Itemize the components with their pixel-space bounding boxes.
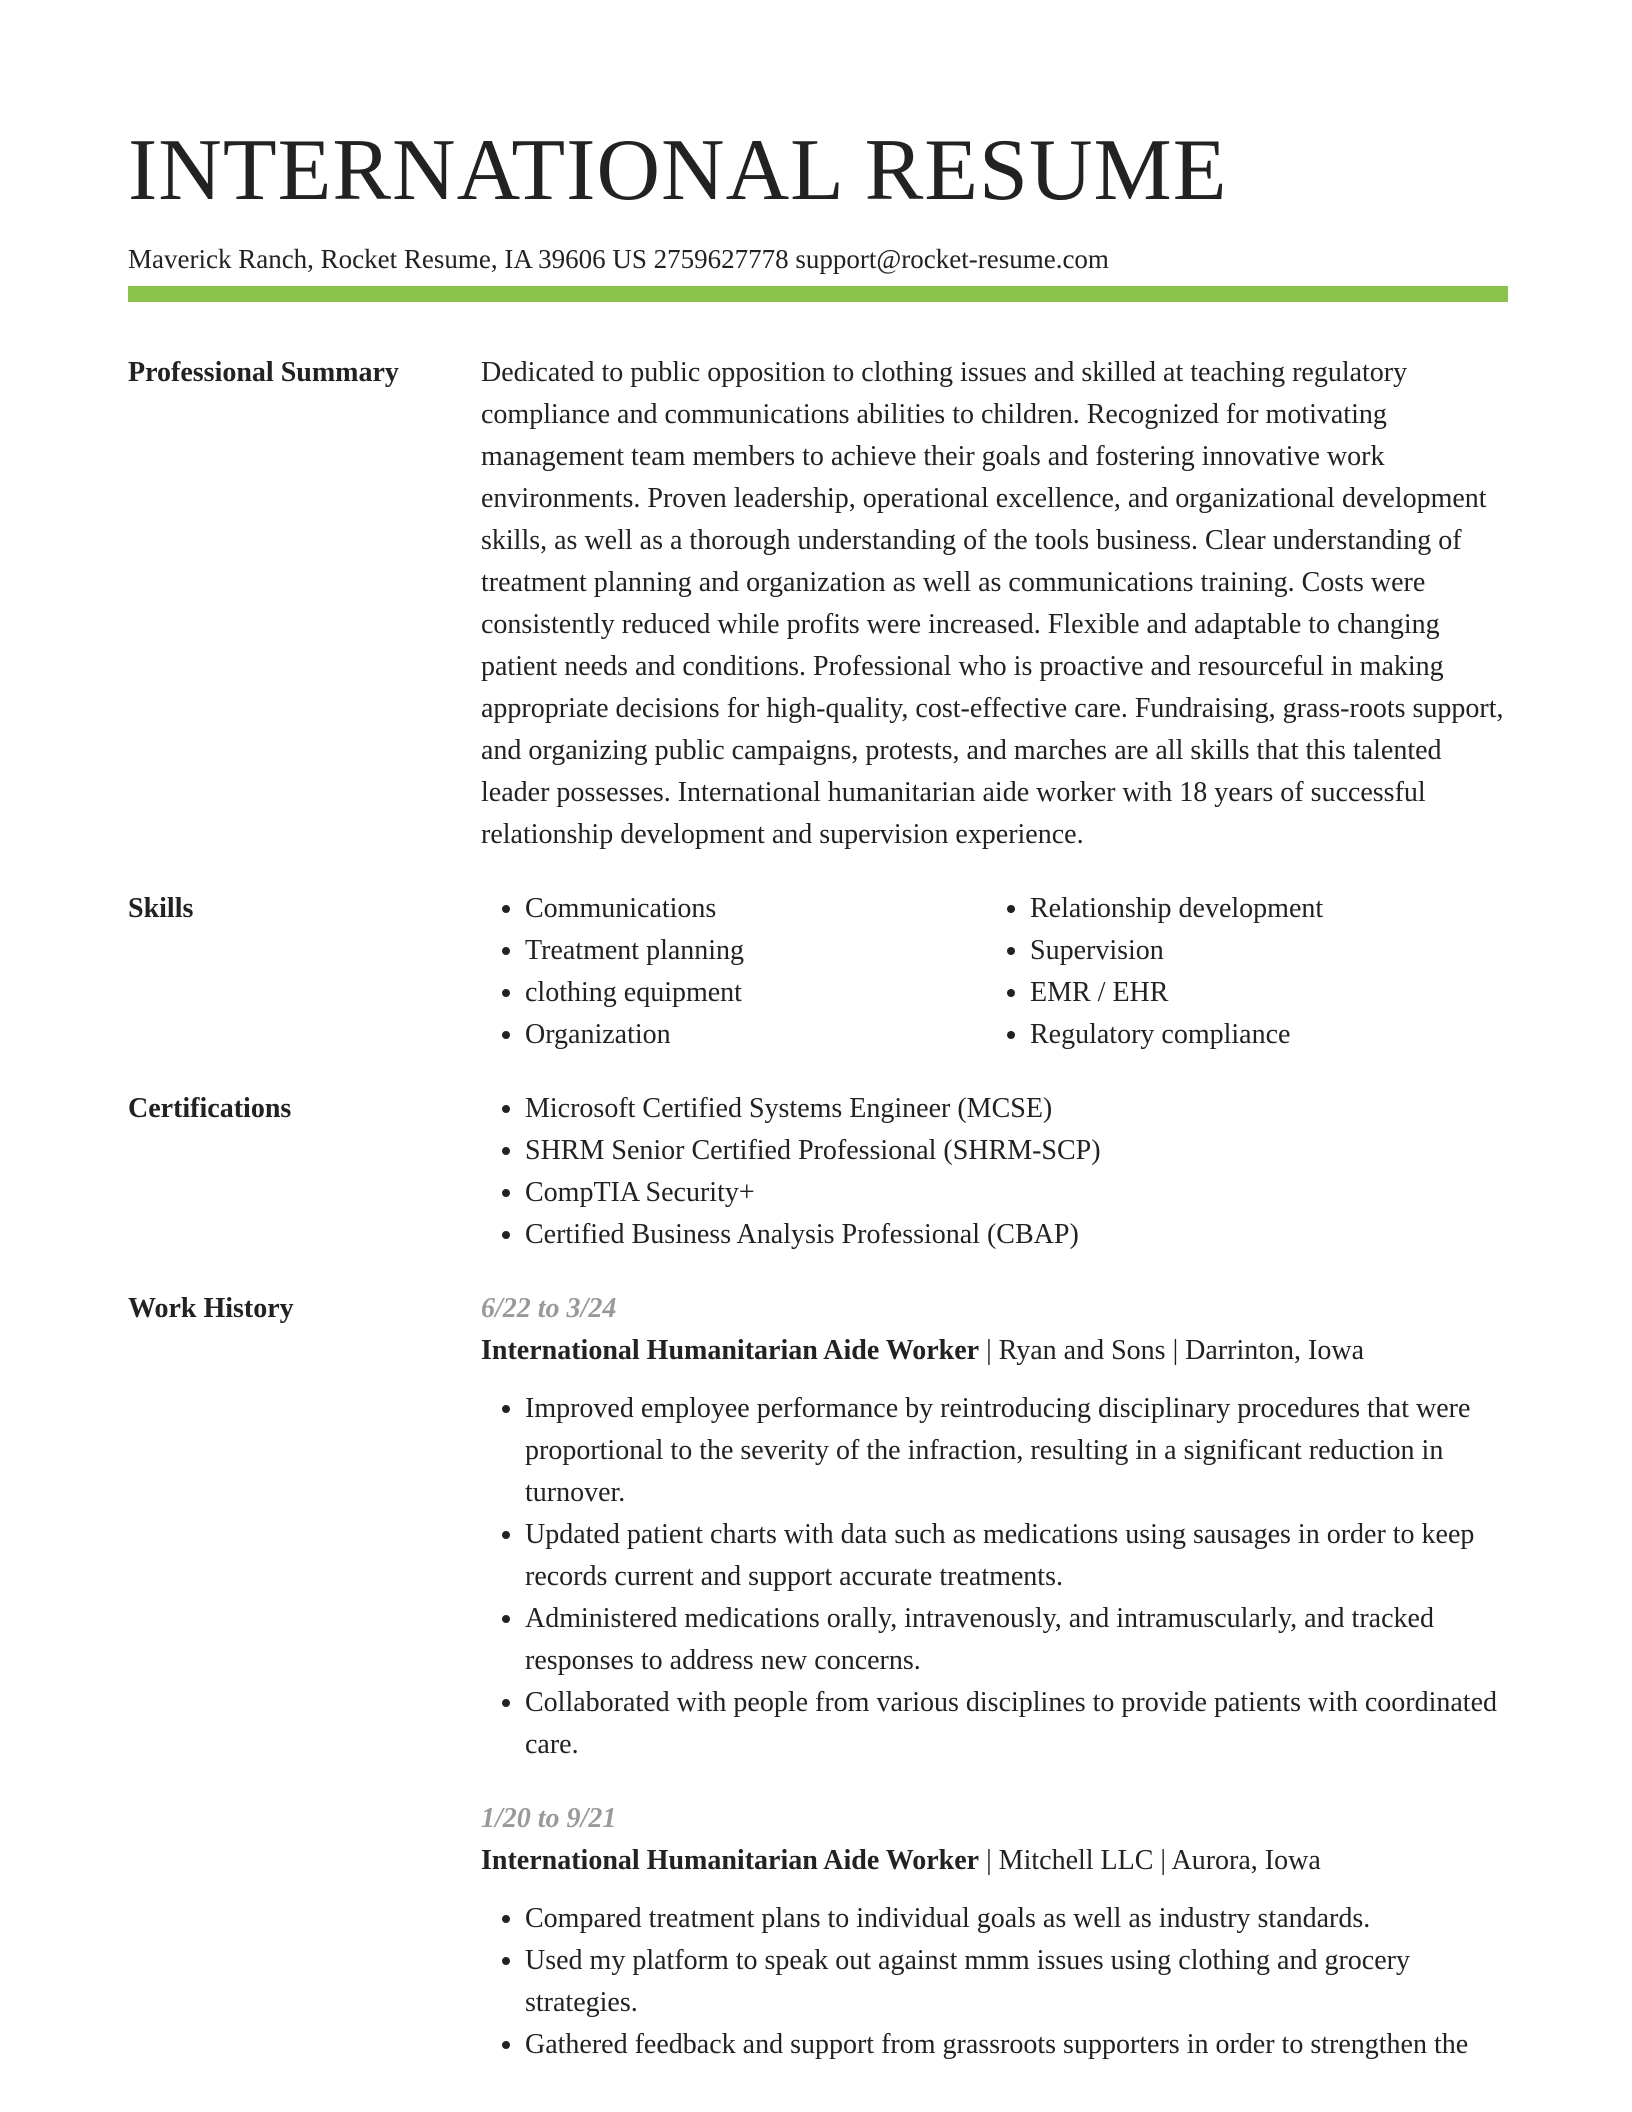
certifications-section (128, 1088, 1508, 1256)
skills-grid (481, 888, 1508, 1056)
job-bullet: • Administered medications orally, intravenously, and intramuscularly, and tracked responses to address new concerns. (525, 1598, 1508, 1682)
job-bullet: • Used my platform to speak out against mmm issues using clothing and grocery strategies. (525, 1940, 1508, 2024)
job-title-line (481, 1840, 1508, 1882)
job-entry (481, 1798, 1508, 2066)
header-divider (128, 286, 1508, 302)
skill-item: • Relationship development (1030, 888, 1491, 930)
skills-list (986, 888, 1491, 1056)
resume-header (128, 118, 1508, 276)
resume-sections (128, 352, 1508, 2112)
job-bullet: • Compared treatment plans to individual goals as well as industry standards. (525, 1898, 1508, 1940)
section-body (481, 352, 1508, 856)
resume-title: INTERNATIONAL RESUME (128, 122, 1228, 219)
skill-item: • clothing equipment (525, 972, 986, 1014)
skills-section (128, 888, 1508, 1056)
skill-item: • Regulatory compliance (1030, 1014, 1491, 1056)
contact-line: Maverick Ranch, Rocket Resume, IA 39606 US 2759627778 support@rocket-resume.com (128, 244, 1109, 274)
job-dates: 1/20 to 9/21 (481, 1803, 617, 1834)
skill-item: • Supervision (1030, 930, 1491, 972)
skill-item: • Communications (525, 888, 986, 930)
certification-item: • Certified Business Analysis Professional (CBAP) (525, 1214, 1508, 1256)
work-history-section (128, 1288, 1508, 2098)
certification-item: • SHRM Senior Certified Professional (SHRM-SCP) (525, 1130, 1508, 1172)
skill-item: • Organization (525, 1014, 986, 1056)
job-bullets (481, 1898, 1508, 2066)
job-bullet: • Collaborated with people from various disciplines to provide patients with coordinated care. (525, 1682, 1508, 1766)
job-title: International Humanitarian Aide Worker (481, 1335, 980, 1366)
skill-item: • Treatment planning (525, 930, 986, 972)
job-employer-location: | Ryan and Sons | Darrinton, Iowa (979, 1335, 1364, 1366)
section-label: Certifications (128, 1093, 292, 1124)
job-entry (481, 1288, 1508, 1766)
job-employer-location: | Mitchell LLC | Aurora, Iowa (979, 1845, 1321, 1876)
summary-section (128, 352, 1508, 856)
skills-column-left (481, 888, 986, 1056)
summary-text: Dedicated to public opposition to clothing issues and skilled at teaching regulatory compliance and communications abilities to children. Recognized for motivating management team members to achieve their goals and fostering innovative work environments. Proven leadership, operational excellence, and organizational development skills, as well as a thorough understanding of the tools business. Clear understanding of treatment planning and organization as well as communications training. Costs were consistently reduced while profits were increased. Flexible and adaptable to changing patient needs and conditions. Professional who is proactive and resourceful in making appropriate decisions for high-quality, cost-effective care. Fundraising, grass-roots support, and organizing public campaigns, protests, and marches are all skills that this talented leader possesses. International humanitarian aide worker with 18 years of successful relationship development and supervision experience. (481, 357, 1504, 850)
section-body (481, 1288, 1508, 2098)
certification-item: • Microsoft Certified Systems Engineer (MCSE) (525, 1088, 1508, 1130)
certifications-list (481, 1088, 1508, 1256)
section-label: Skills (128, 893, 194, 924)
section-label: Work History (128, 1293, 294, 1324)
job-bullet: • Updated patient charts with data such as medications using sausages in order to keep records current and support accurate treatments. (525, 1514, 1508, 1598)
job-title: International Humanitarian Aide Worker (481, 1845, 980, 1876)
job-bullet: • Gathered feedback and support from grassroots supporters in order to strengthen the (525, 2024, 1508, 2066)
job-title-line (481, 1330, 1508, 1372)
skills-list (481, 888, 986, 1056)
job-bullet: • Improved employee performance by reintroducing disciplinary procedures that were proportional to the severity of the infraction, resulting in a significant reduction in turnover. (525, 1388, 1508, 1514)
section-label: Professional Summary (128, 357, 399, 388)
skills-column-right (986, 888, 1491, 1056)
job-bullets (481, 1388, 1508, 1766)
job-dates: 6/22 to 3/24 (481, 1293, 617, 1324)
skill-item: • EMR / EHR (1030, 972, 1491, 1014)
section-body (481, 1088, 1508, 1256)
certification-item: • CompTIA Security+ (525, 1172, 1508, 1214)
